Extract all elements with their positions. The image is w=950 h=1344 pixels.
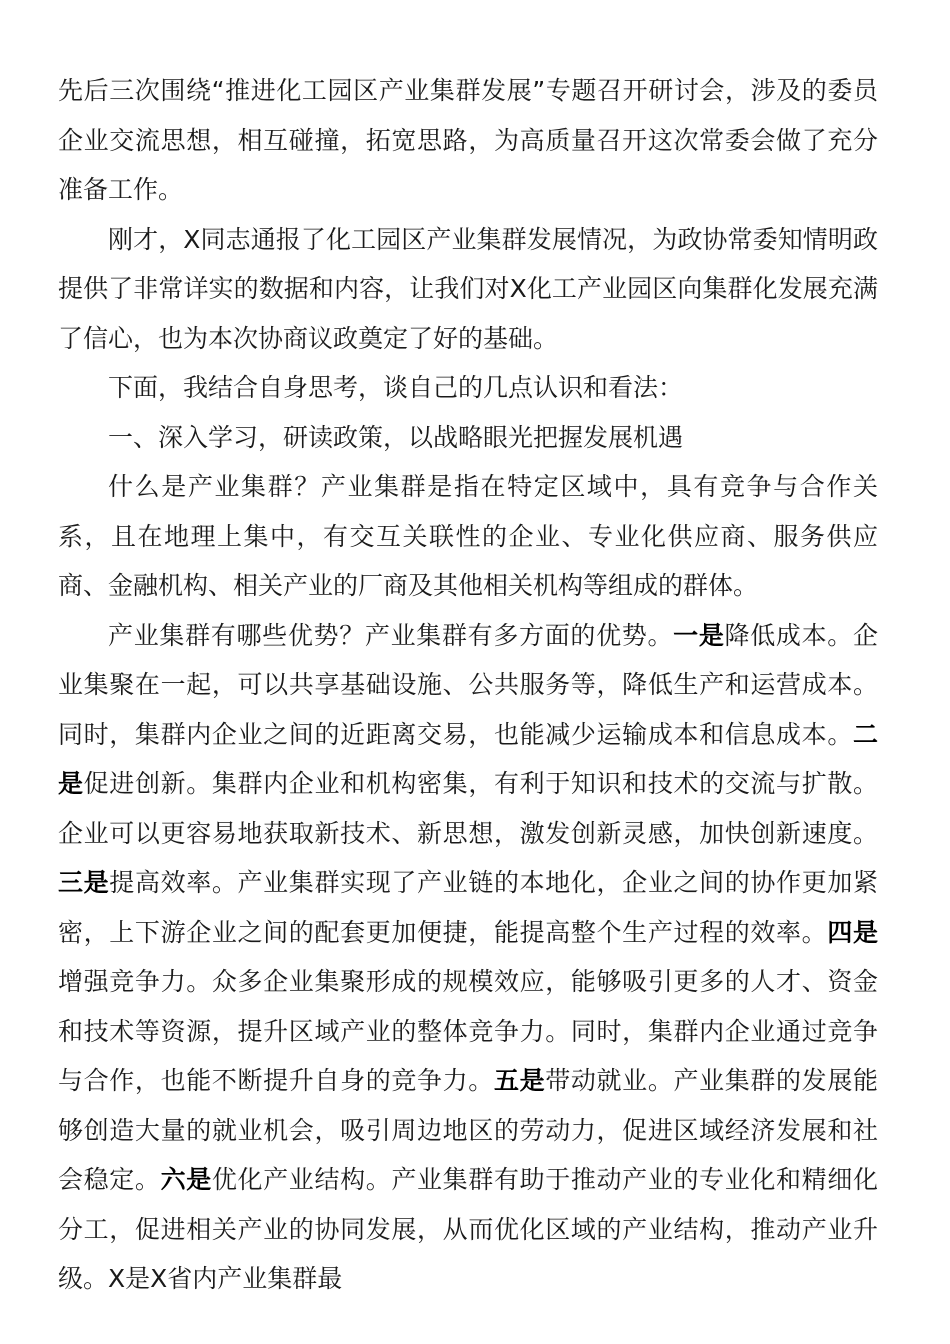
advantage-cost: 降低成本。企业集聚在一起，可以共享基础设施、公共服务等，降低生产和运营成本。同时，集群内企业之间的近距离交易，也能减少运输成本和信息成本。 (58, 620, 878, 749)
advantages-intro: 产业集群有哪些优势？产业集群有多方面的优势。 (108, 620, 674, 650)
paragraph-advantages (58, 611, 878, 1304)
keyword-fifth: 五是 (493, 1066, 546, 1095)
keyword-third: 三是 (58, 868, 110, 897)
advantage-efficiency: 提高效率。产业集群实现了产业链的本地化，企业之间的协作更加紧密，上下游企业之间的配套更加便捷，能提高整个生产过程的效率。 (58, 868, 878, 947)
document-page (58, 66, 878, 1304)
keyword-first: 一是 (673, 620, 725, 650)
advantage-innovation: 促进创新。集群内企业和机构密集，有利于知识和技术的交流与扩散。企业可以更容易地获取新技术、新思想，激发创新灵感，加快创新速度。 (58, 769, 878, 848)
advantage-employment: 带动就业。产业集群的发展能够创造大量的就业机会，吸引周边地区的劳动力，促进区域经济发展和社会稳定。 (58, 1066, 878, 1194)
keyword-sixth: 六是 (160, 1165, 212, 1194)
paragraph-intro: 下面，我结合自身思考，谈自己的几点认识和看法： (108, 373, 684, 402)
keyword-second: 二是 (58, 719, 878, 798)
paragraph-briefing: 刚才，X同志通报了化工园区产业集群发展情况，为政协常委知情明政提供了非常详实的数据和内容，让我们对X化工产业园区向集群化发展充满了信心，也为本次协商议政奠定了好的基础。 (58, 224, 878, 353)
paragraph-seminars: 先后三次围绕“推进化工园区产业集群发展”专题召开研讨会，涉及的委员企业交流思想，相互碰撞，拓宽思路，为高质量召开这次常委会做了充分准备工作。 (58, 76, 878, 204)
paragraph-definition: 什么是产业集群？产业集群是指在特定区域中，具有竞争与合作关系，且在地理上集中，有交互关联性的企业、专业化供应商、服务供应商、金融机构、相关产业的厂商及其他相关机构等组成的群体。 (58, 472, 878, 600)
advantage-competitiveness: 增强竞争力。众多企业集聚形成的规模效应，能够吸引更多的人才、资金和技术等资源，提升区域产业的整体竞争力。同时，集群内企业通过竞争与合作，也能不断提升自身的竞争力。 (58, 967, 878, 1095)
keyword-fourth: 四是 (827, 917, 878, 947)
advantage-structure: 优化产业结构。产业集群有助于推动产业的专业化和精细化分工，促进相关产业的协同发展，从而优化区域的产业结构，推动产业升级。X是X省内产业集群最 (58, 1165, 878, 1293)
section-heading-1: 一、深入学习，研读政策，以战略眼光把握发展机遇 (108, 422, 684, 452)
